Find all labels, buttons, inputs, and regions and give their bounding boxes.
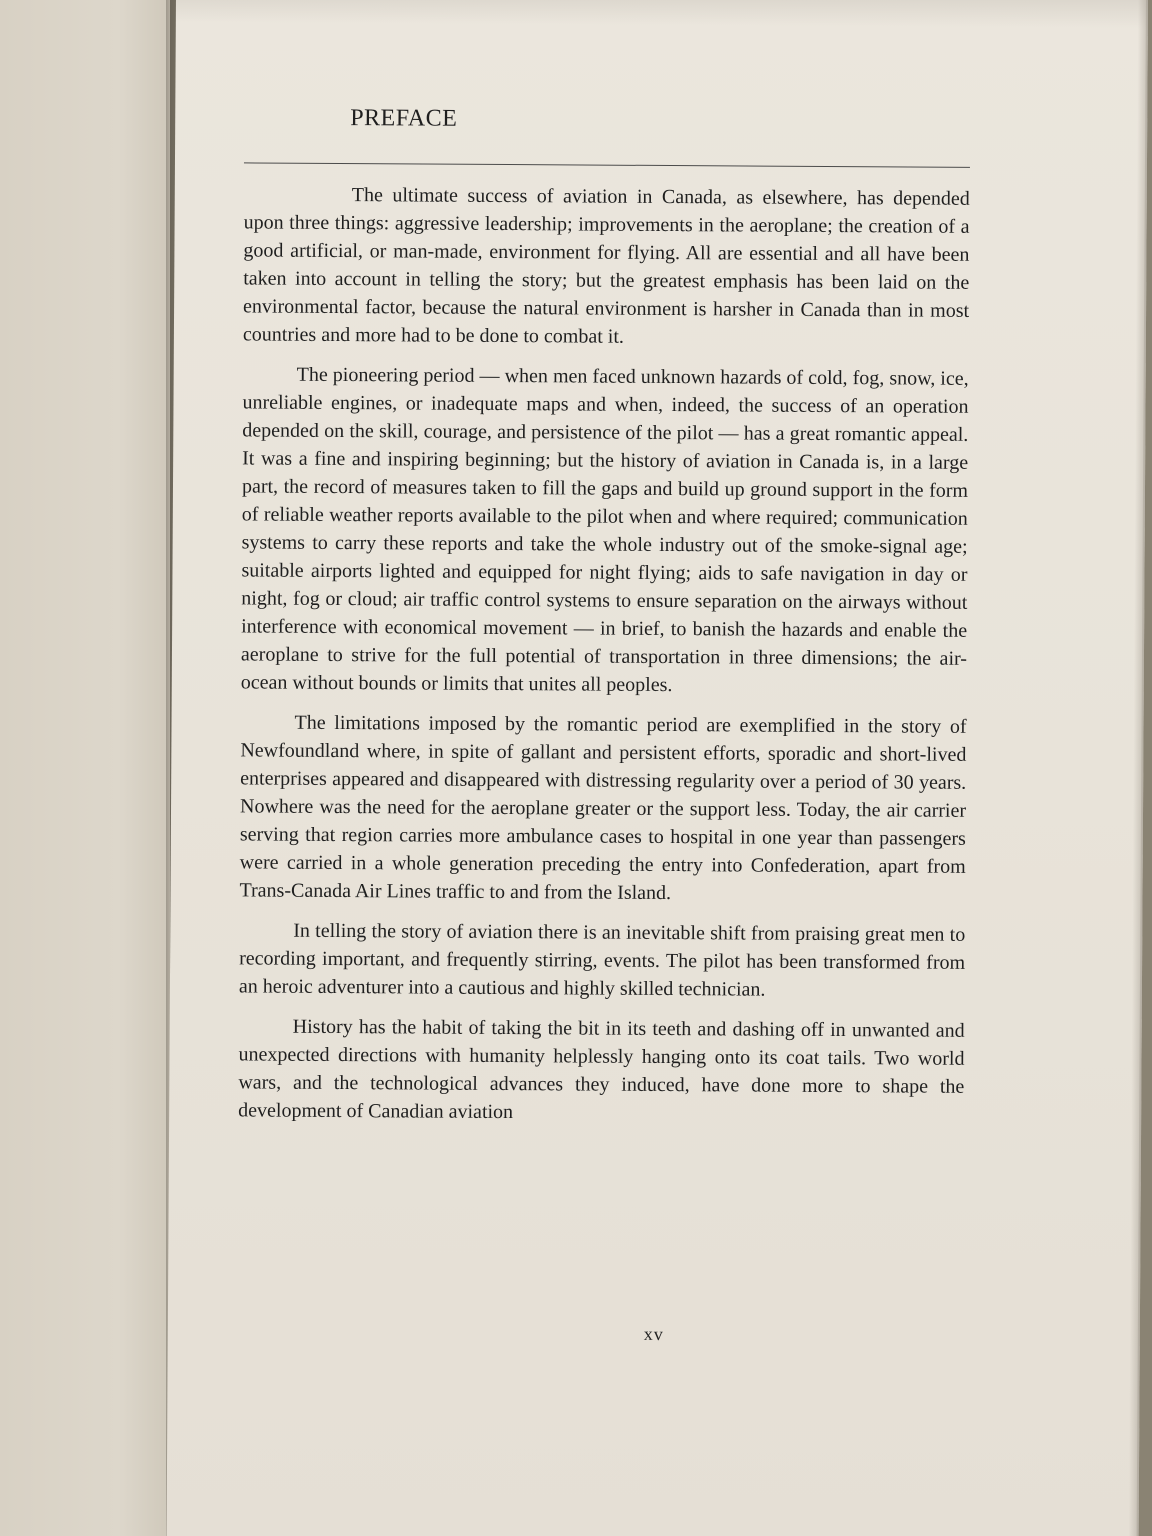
paragraph-1: The ultimate success of aviation in Canada, as elsewhere, has depended upon three things: aggressive leadership; improvements in the aeroplane; the creation of a good artificial, or man-made, environment for flying. All are essential and all have been taken into account in telling the story; but the greatest emphasis has been laid on the environmental factor, because the natural environment is harsher in Canada than in most countries and more had to be done to combat it. <box>242 184 970 348</box>
paragraph-2: The pioneering period — when men faced unknown hazards of cold, fog, snow, ice, unreliable engines, or inadequate maps and when, indeed, the success of an operation depended on the skill, courage, and persistence of the pilot — has a great romantic appeal. It was a fine and inspiring beginning; but the history of aviation in Canada is, in a large part, the record of measures taken to fill the gaps and build up ground support in the form of reliable weather reports available to the pilot when and where required; communication systems to carry these reports and take the whole industry out of the smoke-signal age; suitable airports lighted and equipped for night flying; aids to safe navigation in day or night, fog or cloud; air traffic control systems to ensure separation on the airways without interference with economical movement — in brief, to banish the hazards and enable the aeroplane to strive for the full potential of transportation in three dimensions; the air-ocean without bounds or limits that unites all peoples. <box>240 363 969 697</box>
page-top-shadow <box>176 0 1148 28</box>
book-page <box>167 0 1148 1536</box>
paragraph-4: In telling the story of aviation there is an inevitable shift from praising great men to recording important, and frequently stirring, events. The pilot has been transformed from an heroic adventurer into a cautious and highly skilled technician. <box>238 919 966 1001</box>
previous-page-edge <box>0 0 170 1536</box>
page-right-edge <box>1129 0 1148 1536</box>
paragraph-3: The limitations imposed by the romantic period are exemplified in the story of Newfoundland where, in spite of gallant and persistent efforts, sporadic and short-lived enterprises appeared and disappeared with distressing regularity over a period of 30 years. Nowhere was the need for the aeroplane greater or the support less. Today, the air carrier serving that region carries more ambulance cases to hospital in one year than passengers were carried in a whole generation preceding the entry into Confederation, apart from Trans-Canada Air Lines traffic to and from the Island. <box>239 711 967 905</box>
page-title: PREFACE <box>350 105 458 132</box>
page-content <box>238 105 970 1140</box>
paragraph-5: History has the habit of taking the bit in its teeth and dashing off in unwanted and unexpected directions with humanity helplessly hanging onto its coat tails. Two world wars, and the technological advances they induced, have done more to shape the development of Canadian aviation <box>238 1015 965 1124</box>
title-rule <box>244 162 970 167</box>
page-number: xv <box>643 1323 664 1345</box>
